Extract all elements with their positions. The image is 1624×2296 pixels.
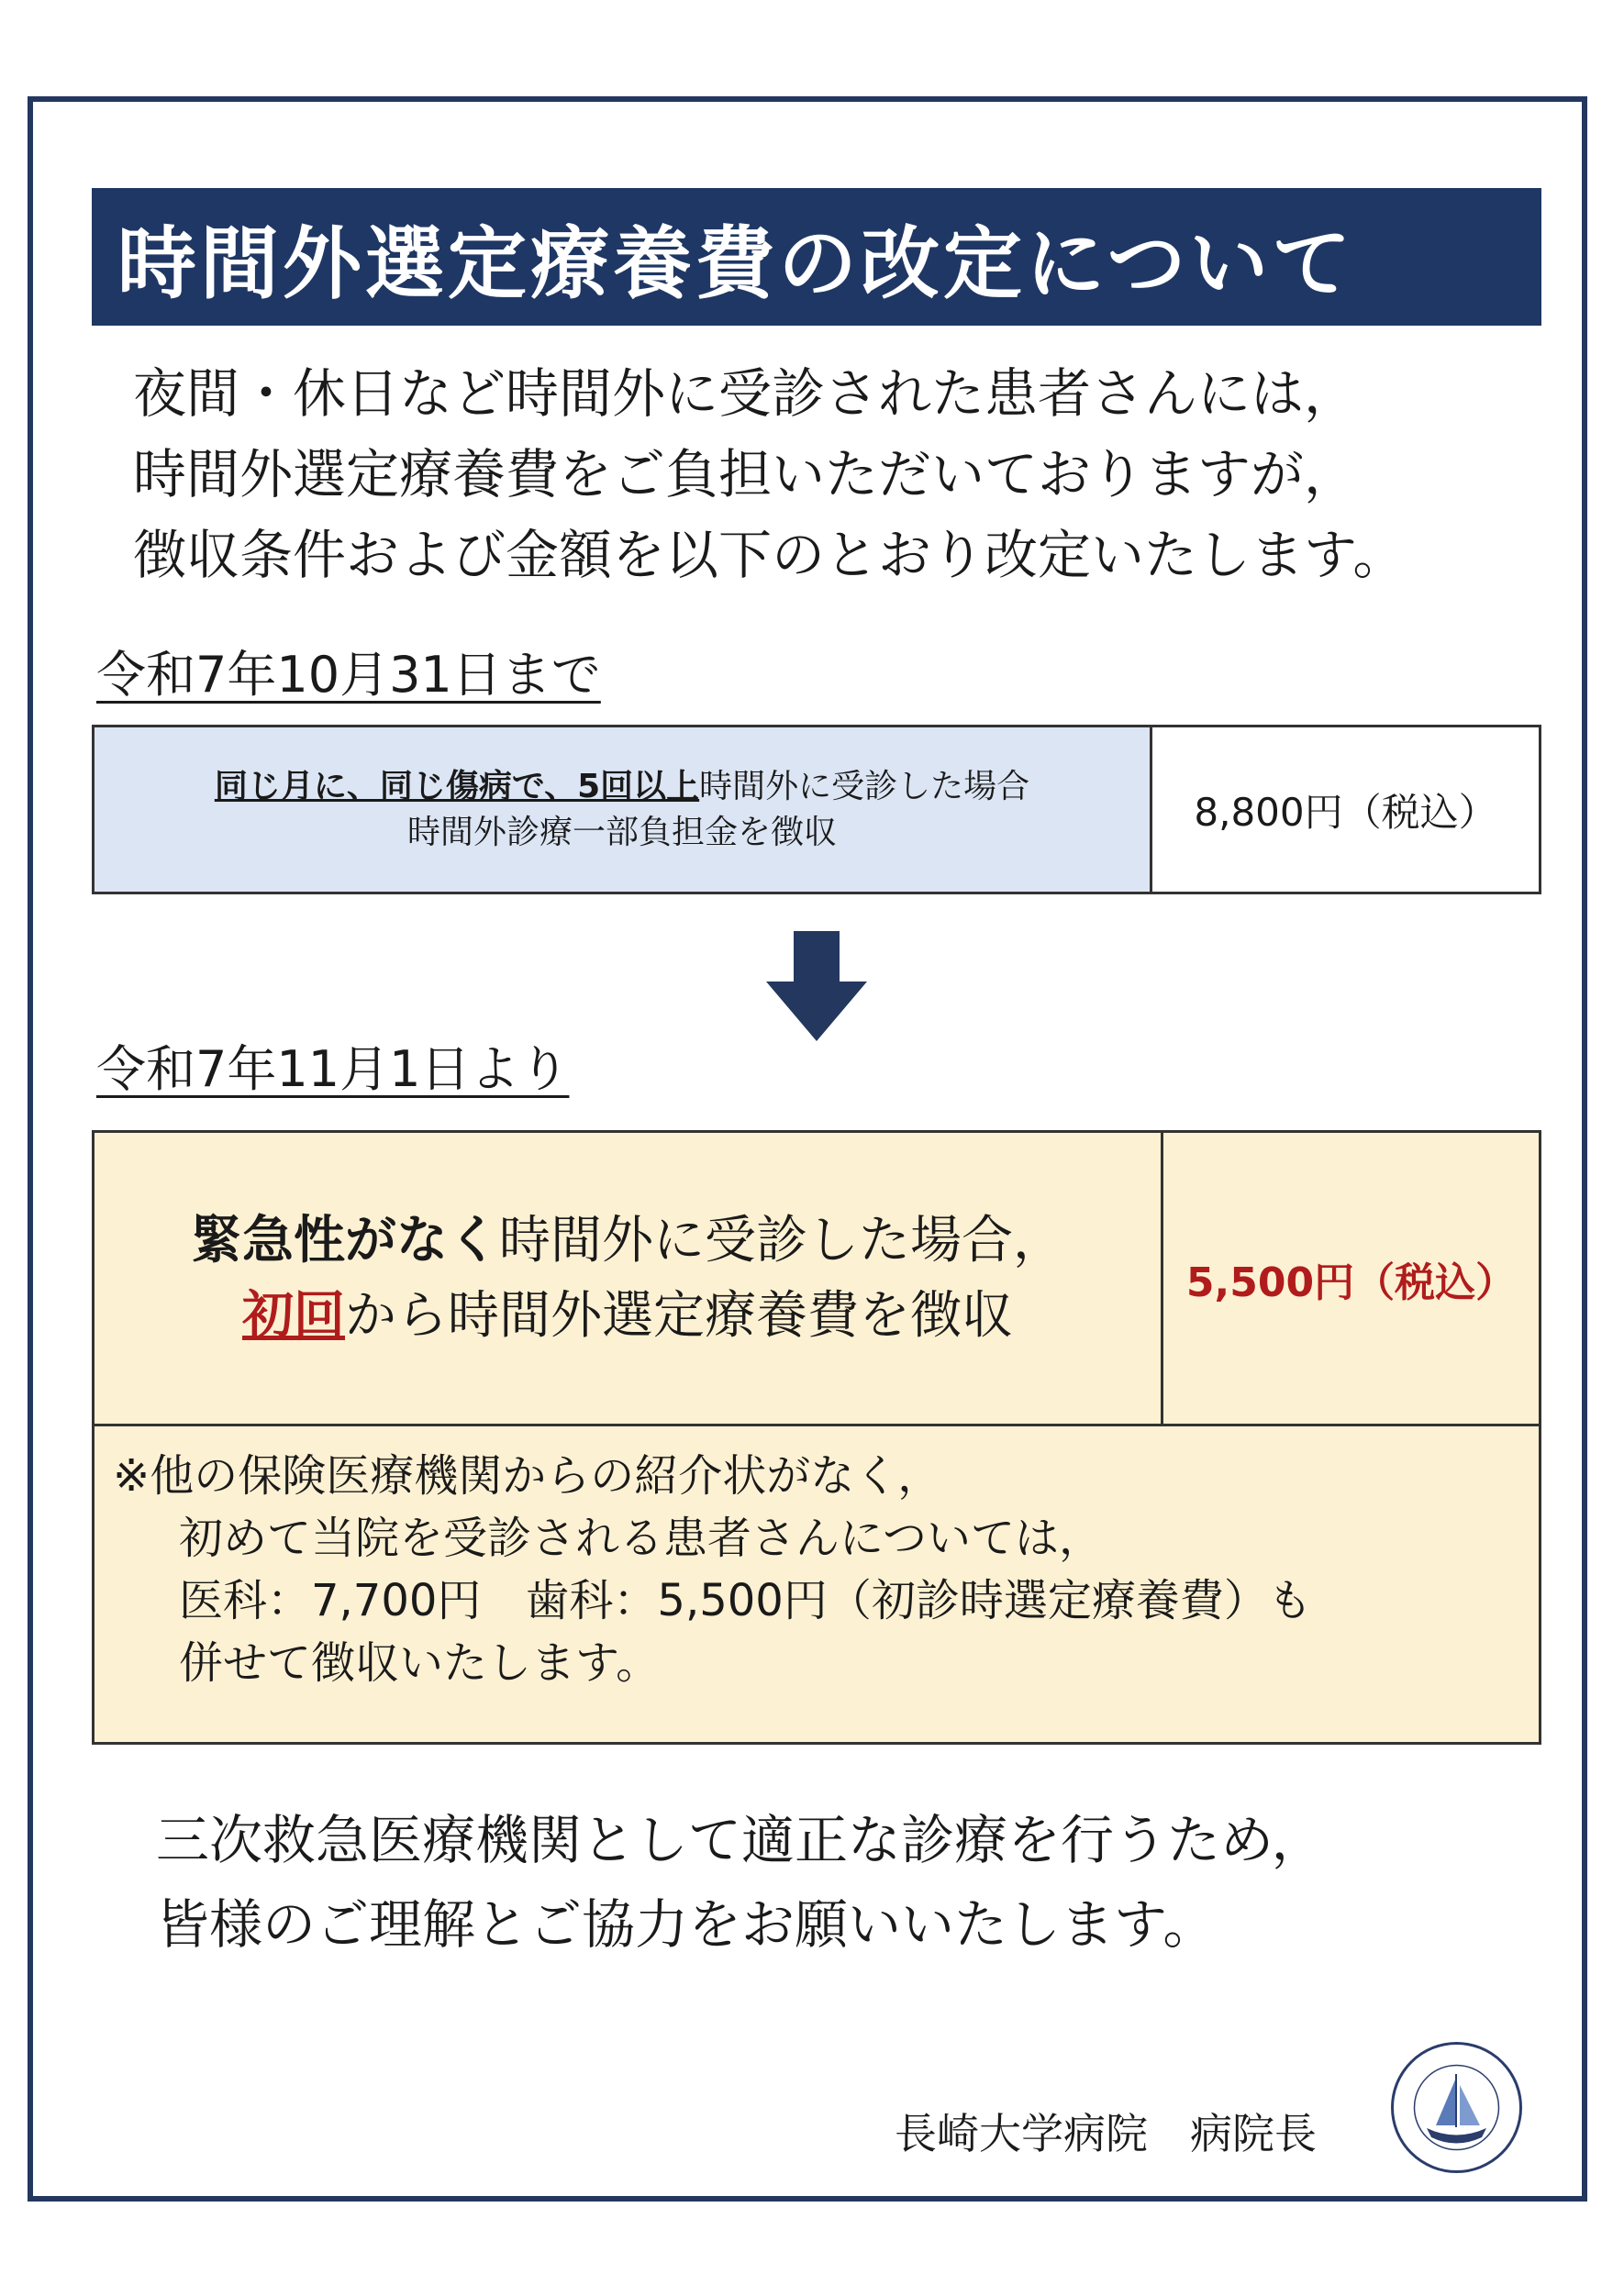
after-condition-line1 [191,1203,1064,1279]
before-condition-rest: 時間外に受診した場合 [699,767,1030,805]
closing-message [156,1798,1325,1967]
intro-line: 夜間・休日など時間外に受診された患者さんには， [133,362,1358,425]
after-note-line: ※他の保険医療機関からの紹介状がなく， [113,1450,942,1502]
before-amount-cell [1152,727,1539,892]
intro-line: 徴収条件および金額を以下のとおり改定いたします。 [133,524,1407,586]
after-fee-row [95,1133,1539,1426]
after-note-line: 医科：7,700円 歯科：5,500円（初診時選定療養費）も [179,1575,1312,1626]
after-condition-first-visit: 初回 [242,1285,345,1346]
page-title-text: 時間外選定療養費の改定について [117,218,1355,310]
before-fee-table [92,725,1541,894]
before-date-heading: 令和7年10月31日まで [96,646,601,704]
before-condition-line [215,764,1029,810]
after-amount-cell [1163,1133,1539,1424]
after-condition-rest: 時間外に受診した場合， [499,1210,1064,1270]
after-note-line: 初めて当院を受診される患者さんについては， [179,1513,1104,1564]
closing-line: 皆様のご理解とご協力をお願いいたします。 [156,1893,1217,1956]
after-condition-bold: 緊急性がなく [191,1210,499,1270]
closing-line: 三次救急医療機関として適正な診療を行うため， [156,1809,1325,1871]
before-condition-line2: 時間外診療一部負担金を徴収 [406,813,837,851]
intro-line: 時間外選定療養費をご負担いただいておりますが， [133,443,1358,505]
after-fee-table [92,1130,1541,1745]
page-title [92,188,1541,326]
after-condition-line2-rest: から時間外選定療養費を徴収 [345,1285,1013,1346]
after-date-heading: 令和7年11月1日より [96,1040,570,1098]
intro-paragraph [133,353,1528,595]
down-arrow-icon [766,931,867,1041]
after-amount: 5,500円（税込） [1185,1259,1517,1306]
before-condition-highlight: 同じ月に、同じ傷病で、5回以上 [214,767,700,805]
after-note-line: 併せて徴収いたします。 [179,1637,661,1689]
before-amount: 8,800円（税込） [1194,789,1497,835]
before-condition-cell [95,727,1152,892]
signature: 長崎大学病院 病院長 [895,2109,1317,2158]
hospital-seal-logo [1390,2041,1523,2174]
after-note [113,1445,1312,1694]
after-condition-line2 [242,1279,1013,1354]
after-condition-cell [95,1133,1163,1424]
